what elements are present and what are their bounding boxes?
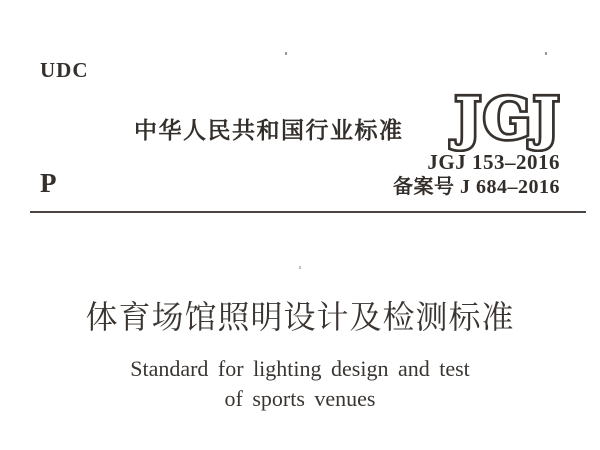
standard-number: JGJ 153–2016 (427, 150, 560, 174)
classification-code: P (40, 168, 57, 198)
udc-code: UDC (40, 58, 89, 82)
record-number: 备案号 J 684–2016 (393, 176, 560, 198)
divider-rule (30, 211, 586, 213)
title-english-line2: of sports venues (224, 386, 376, 411)
scan-speck (299, 266, 301, 269)
title-chinese: 体育场馆照明设计及检测标准 (85, 299, 515, 335)
standard-type-heading: 中华人民共和国行业标准 (134, 117, 404, 143)
jgj-logo (448, 80, 568, 152)
scan-speck (285, 52, 287, 55)
jgj-logo-text: JGJ (454, 86, 562, 152)
scan-speck (545, 52, 547, 55)
standard-numbers (393, 150, 560, 199)
title-english-line1: Standard for lighting design and test (130, 356, 470, 381)
